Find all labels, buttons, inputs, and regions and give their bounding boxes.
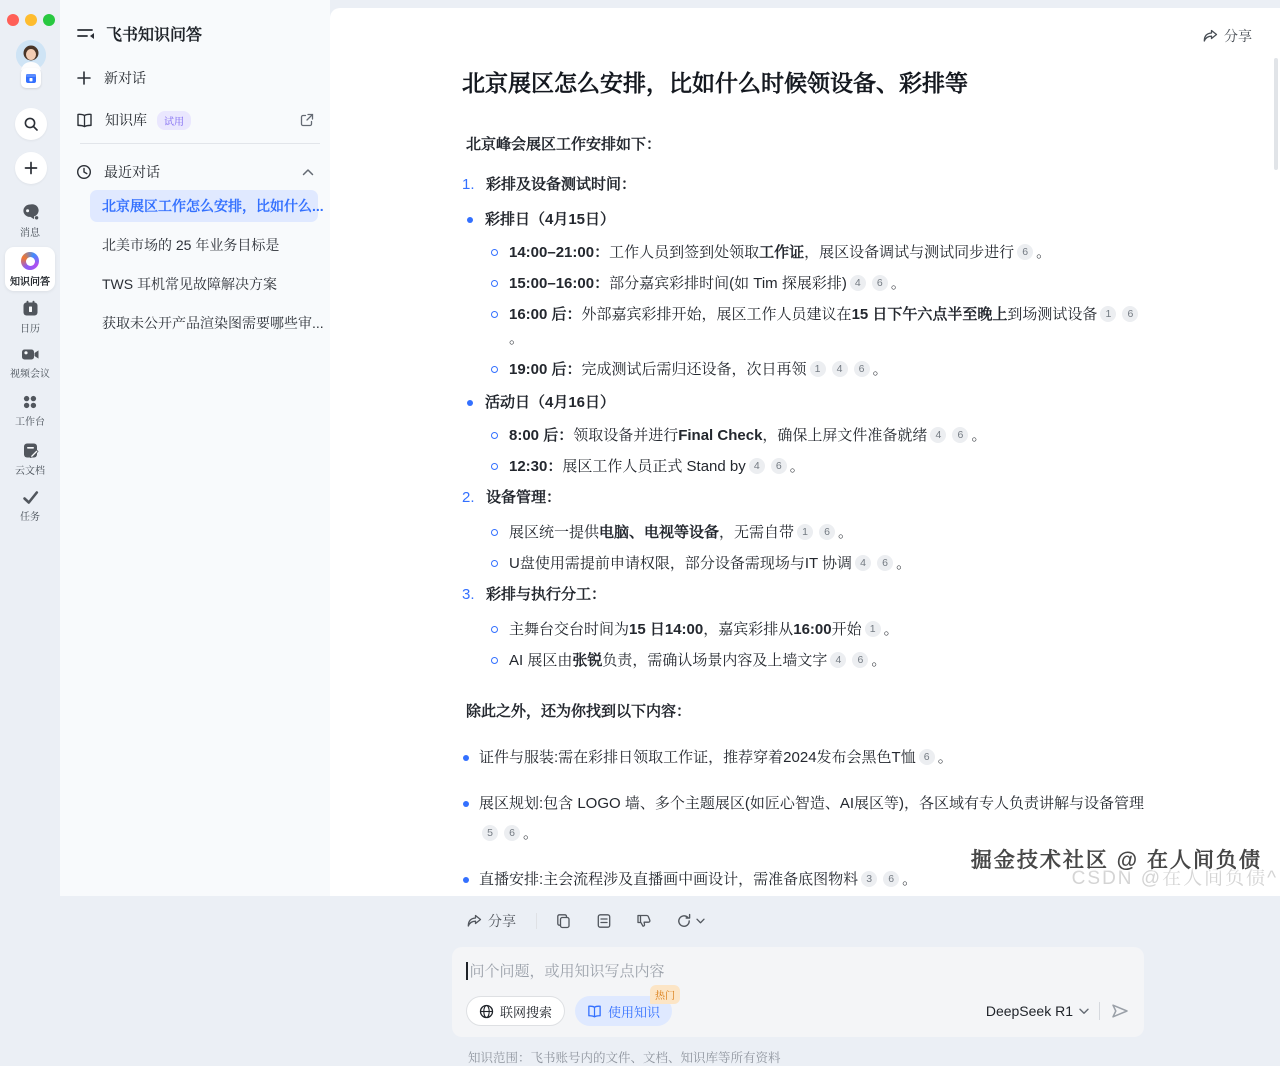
hot-badge: 热门 — [650, 985, 680, 1004]
copy-button[interactable] — [555, 913, 572, 930]
citation-badge[interactable]: 4 — [830, 652, 846, 668]
plus-icon — [76, 70, 92, 86]
web-search-toggle[interactable] — [466, 996, 565, 1026]
bullet-marker — [462, 743, 479, 773]
citation-badge[interactable]: 4 — [855, 555, 871, 571]
answer-line — [458, 789, 1150, 849]
answer-line — [458, 208, 1150, 232]
share-label: 分享 — [1224, 28, 1252, 44]
rail-item-label: 工作台 — [15, 417, 45, 428]
citation-badge[interactable]: 6 — [883, 871, 899, 887]
bullet-marker — [466, 208, 485, 232]
list-number: 2. — [462, 489, 475, 506]
answer-text: 设备管理： — [486, 489, 562, 506]
answer-line — [458, 521, 1150, 545]
document-icon — [0, 442, 60, 459]
search-button[interactable] — [15, 108, 47, 140]
rail-item-label: 云文档 — [15, 466, 45, 477]
recent-chat-item[interactable]: 北美市场的 25 年业务目标是 — [102, 237, 280, 253]
sidebar-header — [76, 22, 202, 45]
answer-text: 彩排日（4月15日） — [485, 211, 616, 228]
calendar-icon — [0, 300, 60, 317]
share-icon — [466, 914, 482, 928]
answer-line — [458, 865, 1150, 895]
citation-badge[interactable]: 6 — [877, 555, 893, 571]
answer-toolbar — [458, 911, 1150, 931]
answer-text: 8:00 后：领取设备并进行Final Check，确保上屏文件准备就绪 4 6 。 — [509, 427, 987, 444]
answer-text: 直播安排:主会流程涉及直播画中画设计，需准备底图物料 3 6 。 — [479, 871, 918, 888]
citation-badge[interactable]: 6 — [852, 652, 868, 668]
citation-badge[interactable]: 6 — [1017, 244, 1033, 260]
share-icon — [1202, 29, 1218, 43]
clock-icon — [76, 164, 92, 180]
composer-toolbar — [466, 991, 1130, 1026]
send-button[interactable] — [1110, 1002, 1130, 1020]
answer-text: 除此之外，还为你找到以下内容： — [466, 703, 692, 720]
knowledge-scope-text: 知识范围：飞书账号内的文件、文档、知识库等所有资料 — [468, 1051, 781, 1065]
answer-line — [458, 552, 1150, 576]
new-chat-button[interactable] — [76, 63, 314, 93]
share-answer-button[interactable] — [466, 911, 516, 931]
answer-text: 证件与服装:需在彩排日领取工作证，推荐穿着2024发布会黑色T恤 6 。 — [479, 749, 953, 766]
answer-text: 12:30：展区工作人员正式 Stand by 4 6 。 — [509, 458, 805, 475]
copy-icon — [555, 913, 572, 930]
book-icon — [587, 1005, 602, 1018]
app-title: 飞书知识问答 — [106, 27, 203, 44]
citation-badge[interactable]: 1 — [865, 621, 881, 637]
scrollbar-thumb[interactable] — [1274, 58, 1278, 170]
notes-icon — [596, 913, 612, 929]
rail-item-label: 日历 — [20, 324, 40, 335]
composer-divider — [1099, 1002, 1100, 1020]
trial-badge: 试用 — [157, 111, 191, 130]
bullet-marker — [491, 424, 509, 448]
answer-text: 彩排与执行分工： — [486, 586, 607, 603]
answer-text: 主舞台交台时间为15 日14:00，嘉宾彩排从16:00开始 1 。 — [509, 621, 899, 638]
bullet-marker — [462, 789, 479, 849]
list-number: 3. — [462, 586, 475, 603]
workbench-grid-icon — [0, 394, 60, 410]
new-chat-label: 新对话 — [104, 70, 146, 86]
citation-badge[interactable]: 1 — [797, 524, 813, 540]
sidebar-item-workbench[interactable] — [0, 394, 60, 428]
share-button-top[interactable] — [1202, 26, 1252, 46]
knowledge-base-label: 知识库 — [105, 112, 147, 128]
sidebar-item-messages[interactable] — [0, 203, 60, 239]
bullet-marker — [491, 552, 509, 576]
citation-badge[interactable]: 4 — [832, 361, 848, 377]
answer-text: U盘使用需提前申请权限，部分设备需现场与IT 协调 4 6 。 — [509, 555, 912, 572]
app-rail — [0, 0, 60, 896]
composer-placeholder: 问个问题，或用知识写点内容 — [469, 963, 665, 980]
chevron-up-icon[interactable] — [302, 168, 314, 176]
chat-content — [458, 8, 1150, 1066]
close-window-button[interactable] — [7, 14, 19, 26]
citation-badge[interactable]: 5 — [482, 825, 498, 841]
answer-text: 19:00 后：完成测试后需归还设备，次日再领 1 4 6 。 — [509, 361, 888, 378]
plus-icon — [23, 160, 39, 176]
bullet-marker — [491, 241, 509, 265]
answer-text: 展区规划:包含 LOGO 墙、多个主题展区(如匠心智造、AI展区等)，各区域有专人负责讲解与设备管理 5 6 。 — [479, 795, 1145, 842]
avatar-image — [16, 40, 46, 70]
watermark-line1: 掘金技术社区 @ 在人间负债 — [970, 849, 1262, 872]
sidebar-item-cloud-docs[interactable] — [0, 442, 60, 477]
answer-line — [458, 173, 1150, 197]
citation-badge[interactable]: 1 — [1100, 306, 1116, 322]
knowledge-base-button[interactable] — [76, 105, 314, 135]
answer-line — [458, 424, 1150, 448]
text-cursor — [466, 962, 468, 980]
answer-line — [458, 133, 1150, 157]
checkmark-icon — [0, 490, 60, 505]
message-composer[interactable] — [452, 947, 1144, 1037]
citation-badge[interactable]: 6 — [919, 749, 935, 765]
regenerate-button[interactable] — [676, 913, 705, 929]
list-number: 1. — [462, 176, 475, 193]
use-knowledge-toggle[interactable] — [575, 991, 676, 1026]
avatar[interactable] — [16, 40, 46, 70]
sidebar-item-tasks[interactable] — [0, 490, 60, 523]
knowledge-qa-ring-icon — [5, 252, 55, 270]
bullet-marker — [462, 865, 479, 895]
answer-line — [458, 649, 1150, 673]
recent-chat-list — [90, 190, 324, 346]
use-knowledge-label: 使用知识 — [608, 1004, 661, 1020]
answer-text: 展区统一提供电脑、电视等设备，无需自带 1 6 。 — [509, 524, 854, 541]
send-icon — [1110, 1002, 1130, 1020]
bullet-marker — [491, 521, 509, 545]
answer-text: 14:00–21:00：工作人员到签到处领取工作证，展区设备调试与测试同步进行 6 。 — [509, 244, 1052, 261]
avatar-calendar-badge — [21, 68, 41, 88]
bullet-marker — [491, 618, 509, 642]
book-icon — [76, 113, 93, 128]
citation-badge[interactable]: 6 — [952, 427, 968, 443]
zoom-window-button[interactable] — [43, 14, 55, 26]
bullet-marker — [491, 358, 509, 382]
recent-chats-header[interactable] — [76, 157, 314, 187]
create-button[interactable] — [15, 152, 47, 184]
answer-line — [458, 455, 1150, 479]
model-label: DeepSeek R1 — [985, 1003, 1073, 1019]
thumbs-down-icon — [636, 913, 652, 929]
chat-bubble-icon — [0, 203, 60, 221]
sidebar-item-knowledge-qa[interactable] — [5, 247, 55, 291]
chat-main-panel — [330, 8, 1280, 1065]
citation-badge[interactable]: 6 — [872, 275, 888, 291]
citation-badge[interactable]: 1 — [810, 361, 826, 377]
answer-text: 16:00 后：外部嘉宾彩排开始，展区工作人员建议在15 日下午六点半至晚上到场测试设备 1 6。 — [509, 303, 1150, 351]
answer-line — [458, 486, 1150, 510]
recent-chat-item[interactable]: 北京展区工作怎么安排，比如什么... — [90, 190, 318, 222]
rail-item-label: 消息 — [20, 228, 40, 239]
chevron-down-icon — [1079, 1008, 1089, 1015]
toolbar-divider — [536, 913, 537, 929]
web-search-label: 联网搜索 — [500, 1004, 553, 1020]
rail-item-label: 视频会议 — [10, 369, 50, 380]
bullet-marker — [491, 272, 509, 296]
answer-line — [458, 618, 1150, 642]
bullet-marker — [491, 303, 509, 351]
answer-line — [458, 700, 1150, 724]
answer-text: 彩排及设备测试时间： — [486, 176, 637, 193]
answer-body — [458, 133, 1150, 895]
citation-badge[interactable]: 4 — [850, 275, 866, 291]
citation-badge[interactable]: 3 — [861, 871, 877, 887]
window-controls — [7, 14, 55, 26]
answer-text: 15:00–16:00：部分嘉宾彩排时间(如 Tim 探展彩排) 4 6 。 — [509, 275, 906, 292]
answer-line — [458, 583, 1150, 607]
citation-badge[interactable]: 6 — [1122, 306, 1138, 322]
chevron-down-icon — [696, 918, 705, 924]
answer-line — [458, 241, 1150, 265]
regenerate-icon — [676, 913, 692, 929]
sidebar-item-calendar[interactable] — [0, 300, 60, 335]
question-title: 北京展区怎么安排，比如什么时候领设备、彩排等 — [462, 70, 968, 96]
external-link-icon[interactable] — [300, 113, 314, 127]
bullet-marker — [466, 391, 485, 415]
watermark-line2: CSDN @在人间负债^ — [1071, 868, 1278, 889]
calendar-mini-icon — [25, 72, 37, 84]
answer-text: AI 展区由张锐负责，需确认场景内容及上墙文字 4 6 。 — [509, 652, 887, 669]
answer-line — [458, 391, 1150, 415]
share-label: 分享 — [488, 913, 516, 929]
answer-text: 北京峰会展区工作安排如下： — [466, 136, 662, 153]
answer-line — [458, 303, 1150, 351]
collapse-sidebar-icon[interactable] — [76, 25, 96, 43]
conversation-sidebar — [60, 0, 330, 896]
answer-line — [458, 358, 1150, 382]
citation-badge[interactable]: 6 — [771, 458, 787, 474]
recent-chat-item[interactable]: TWS 耳机常见故障解决方案 — [102, 276, 277, 292]
search-icon — [23, 116, 39, 132]
video-camera-icon — [0, 347, 60, 362]
rail-item-label: 任务 — [20, 512, 40, 523]
rail-item-label: 知识问答 — [10, 277, 50, 288]
view-notes-button[interactable] — [596, 913, 612, 929]
bullet-marker — [491, 455, 509, 479]
bullet-marker — [491, 649, 509, 673]
citation-badge[interactable]: 4 — [930, 427, 946, 443]
model-selector[interactable] — [986, 1003, 1089, 1019]
thumbs-down-button[interactable] — [636, 913, 652, 929]
answer-line — [458, 743, 1150, 773]
sidebar-divider — [80, 143, 320, 144]
globe-icon — [479, 1004, 494, 1019]
citation-badge[interactable]: 6 — [504, 825, 520, 841]
answer-line — [458, 272, 1150, 296]
recent-chat-item[interactable]: 获取未公开产品渲染图需要哪些审... — [102, 315, 324, 331]
sidebar-item-video-meeting[interactable] — [0, 347, 60, 380]
recent-chats-label: 最近对话 — [104, 164, 160, 180]
citation-badge[interactable]: 4 — [749, 458, 765, 474]
citation-badge[interactable]: 6 — [819, 524, 835, 540]
citation-badge[interactable]: 6 — [854, 361, 870, 377]
answer-text: 活动日（4月16日） — [485, 394, 616, 411]
minimize-window-button[interactable] — [25, 14, 37, 26]
